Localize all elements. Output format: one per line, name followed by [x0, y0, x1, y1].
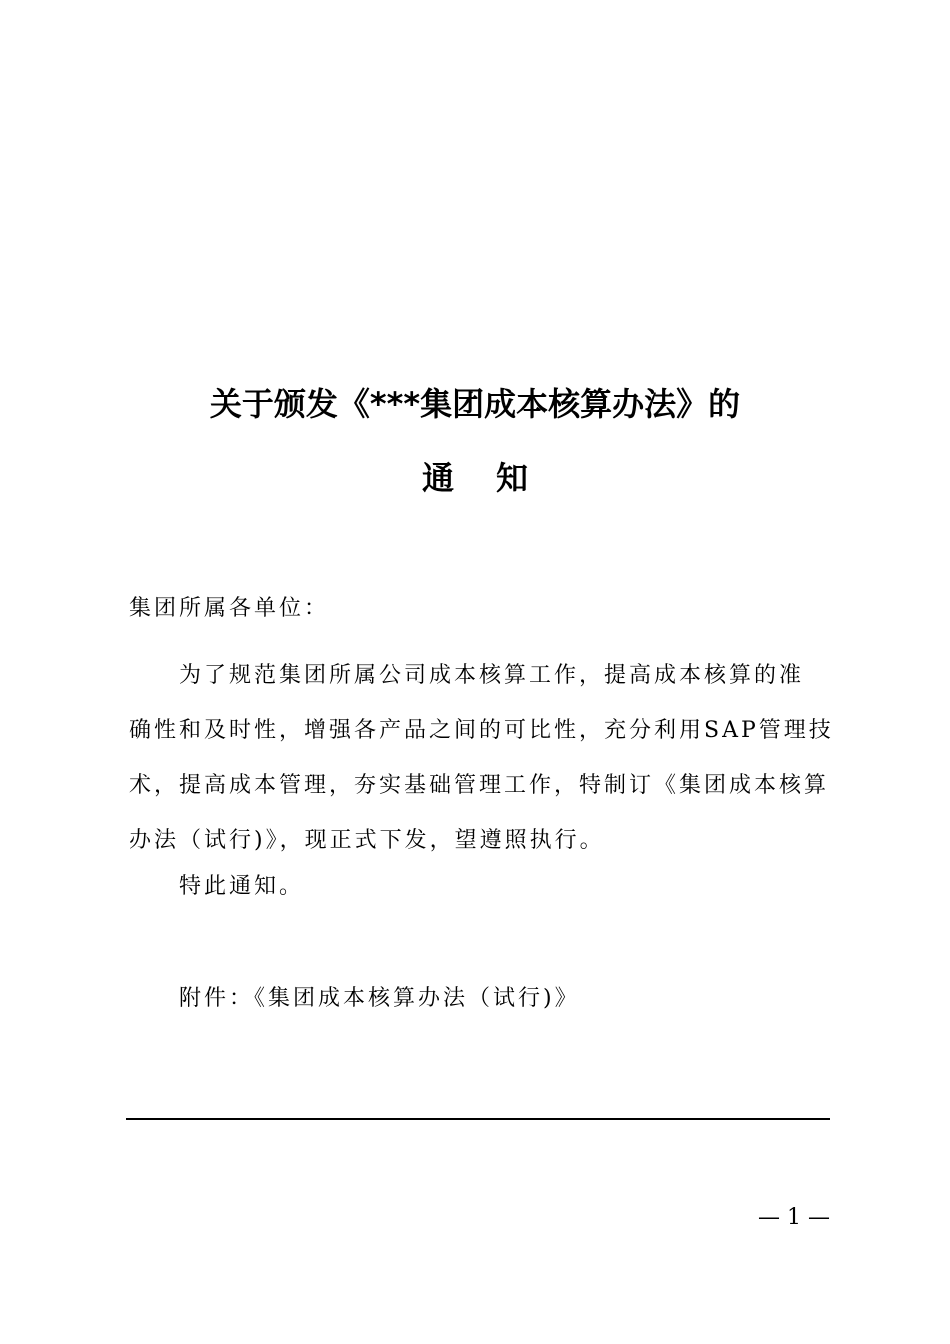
title-char-tong: 通 — [421, 459, 454, 497]
page-number: — 1 — — [758, 1205, 830, 1230]
body-line-2: 确性和及时性，增强各产品之间的可比性，充分利用SAP管理技 — [129, 718, 834, 743]
body-line-3: 术，提高成本管理，夯实基础管理工作，特制订《集团成本核算 — [129, 773, 830, 798]
document-title-line-2 — [0, 458, 950, 498]
body-line-4: 办法（试行)》，现正式下发，望遵照执行。 — [129, 828, 605, 853]
closing-line: 特此通知。 — [179, 874, 305, 899]
document-title-line-1: 关于颁发《***集团成本核算办法》的 — [209, 385, 741, 423]
attachment-line: 附件：《集团成本核算办法（试行)》 — [179, 986, 580, 1011]
body-paragraph — [129, 648, 834, 868]
salutation: 集团所属各单位： — [129, 596, 330, 621]
body-line-1: 为了规范集团所属公司成本核算工作，提高成本核算的准 — [179, 663, 805, 688]
title-char-zhi: 知 — [496, 459, 529, 497]
footer-divider — [126, 1118, 830, 1120]
